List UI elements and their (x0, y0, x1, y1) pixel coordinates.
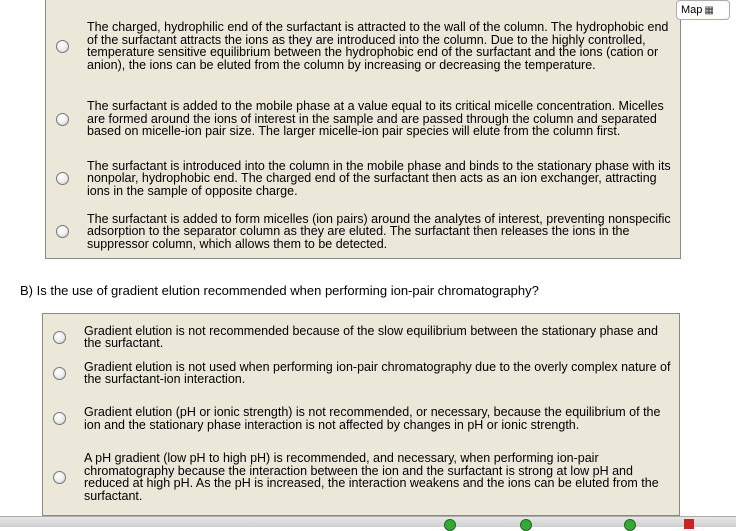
question-b-options (42, 313, 680, 516)
radio-button[interactable] (56, 225, 69, 238)
option-text: The surfactant is added to the mobile phase at a value equal to its critical micelle concentration. Micelles are formed around the ions of interest in the sample and are passed through the column and separated based on micelle-ion pair size. The larger micelle-ion pair species will elute from the column first. (87, 99, 664, 139)
option-text: The surfactant is added to form micelles (ion pairs) around the analytes of interest, preventing nonspecific adsorption to the separator column as they are eluted. The surfactant then releases the ions in the suppressor column, which allows them to be detected. (87, 211, 671, 251)
map-button[interactable] (676, 0, 730, 20)
option-text: A pH gradient (low pH to high pH) is recommended, and necessary, when performing ion-pair chromatography because the interaction between the ion and the surfactant is strong at low pH and reduced at high pH. As the pH is increased, the interaction weakens and the ions can be eluted from the surfactant. (84, 451, 659, 503)
answer-option[interactable] (46, 90, 680, 148)
answer-option[interactable] (43, 397, 679, 440)
radio-button[interactable] (56, 40, 69, 53)
map-label: Map (681, 4, 703, 16)
answer-option[interactable] (46, 209, 680, 254)
radio-button[interactable] (56, 172, 69, 185)
radio-button[interactable] (56, 113, 69, 126)
answer-option[interactable] (46, 156, 680, 201)
radio-button[interactable] (53, 331, 66, 344)
radio-button[interactable] (53, 367, 66, 380)
question-b-prompt: B) Is the use of gradient elution recommended when performing ion-pair chromatography? (20, 283, 539, 298)
option-text: Gradient elution is not recommended because of the slow equilibrium between the stationary phase and the surfactant. (84, 323, 658, 350)
radio-button[interactable] (53, 412, 66, 425)
question-a-options (45, 0, 681, 259)
radio-button[interactable] (53, 471, 66, 484)
option-text: The surfactant is introduced into the column in the mobile phase and binds to the stationary phase with its nonpolar, hydrophobic end. The charged end of the surfactant then acts as an ion exchanger, attracting ions in the sample of opposite charge. (87, 158, 671, 198)
option-text: Gradient elution (pH or ionic strength) is not recommended, or necessary, because the equilibrium of the ion and the stationary phase interaction is not affected by changes in pH or ionic strength. (84, 405, 661, 432)
sitemap-icon: ▦ (704, 4, 714, 16)
option-text: Gradient elution is not used when performing ion-pair chromatography due to the overly complex nature of the surfactant-ion interaction. (84, 359, 671, 386)
answer-option[interactable] (43, 322, 679, 352)
answer-option[interactable] (43, 358, 679, 388)
bottom-toolbar (0, 516, 736, 527)
option-text: The charged, hydrophilic end of the surfactant is attracted to the wall of the column. The hydrophobic end of the surfactant attracts the ions as they are introduced into the column. Due to the highly controlled, temperature sensitive equilibrium between the hydrophobic end of the surfactant and the ions (cation or anion), the ions can be eluted from the column by increasing or decreasing the temperature. (87, 20, 669, 72)
answer-option[interactable] (46, 11, 680, 81)
answer-option[interactable] (43, 449, 679, 505)
